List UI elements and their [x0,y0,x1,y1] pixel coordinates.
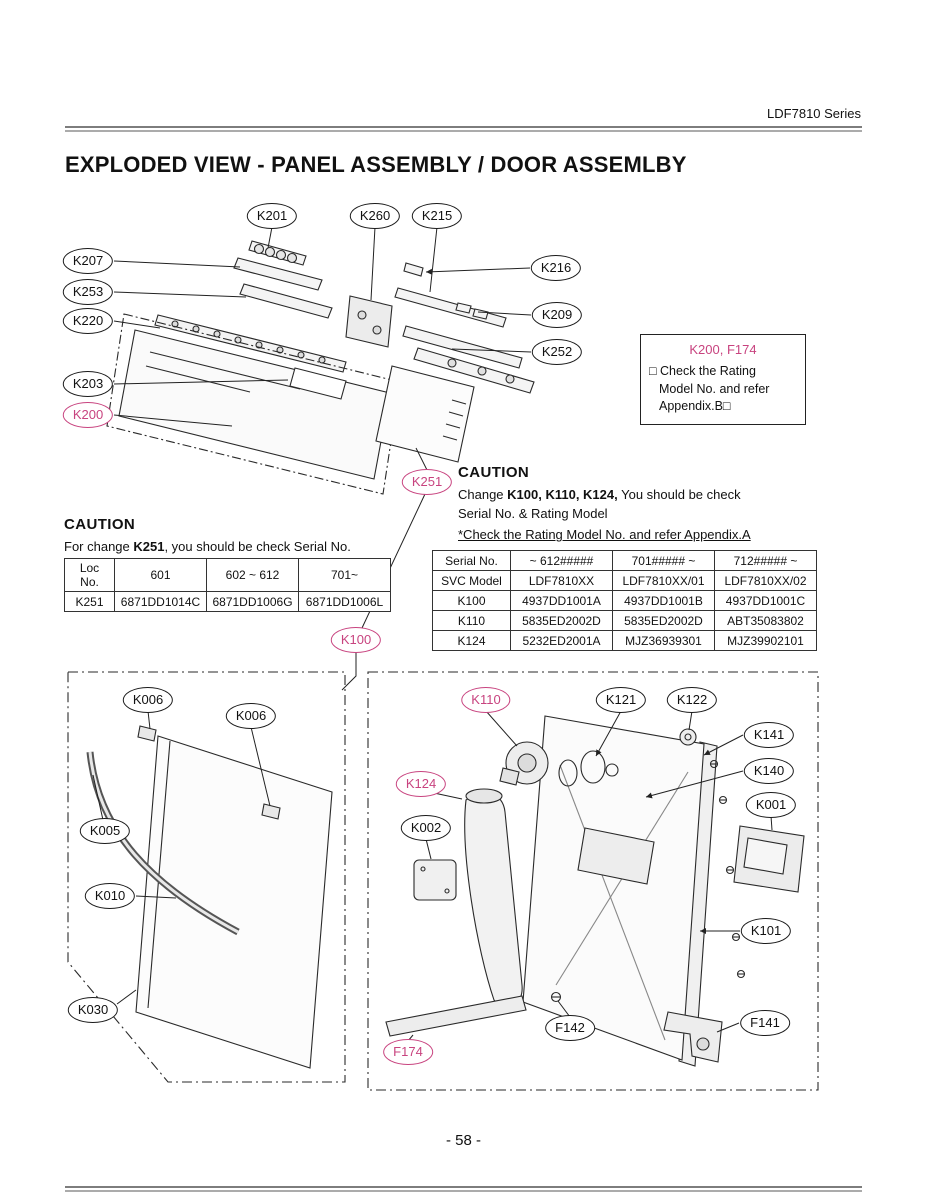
cell: Serial No. [433,551,511,571]
caution-left-title: CAUTION [64,516,136,533]
cell: 6871DD1006G [207,592,299,612]
plate-k002 [414,860,456,900]
bracket-k260 [346,296,392,347]
cell: 712##### ~ [715,551,817,571]
cell: 5835ED2002D [613,611,715,631]
callout-K200: K200 [63,402,113,428]
callout-K002: K002 [401,815,451,841]
rating-note-line: Appendix.B□ [659,399,731,414]
cell: 701##### ~ [613,551,715,571]
callout-K209: K209 [532,302,582,328]
rating-note-line: □ Check the Rating [649,364,756,379]
callout-K001: K001 [746,792,796,818]
caution-right-line2: Serial No. & Rating Model [458,505,608,521]
control-panel [119,330,390,479]
table-row [433,611,817,631]
door-outer-panel [136,736,332,1068]
cell: MJZ36939301 [613,631,715,651]
cell: K251 [65,592,115,612]
appendix-note: *Check the Rating Model No. and refer Appendix.A [458,527,751,543]
cell: LDF7810XX/02 [715,571,817,591]
table-row [433,571,817,591]
callout-K253: K253 [63,279,113,305]
table-row [65,559,391,592]
callout-K201: K201 [247,203,297,229]
cell: 4937DD1001A [511,591,613,611]
callout-K006-b: K006 [226,703,276,729]
rating-note-box [640,334,806,425]
callout-K215: K215 [412,203,462,229]
callout-K141: K141 [744,722,794,748]
cell: MJZ39902101 [715,631,817,651]
table-row [65,592,391,612]
cell: 5232ED2001A [511,631,613,651]
text: You should be check [617,486,741,502]
k251-serial-table [64,558,391,612]
serial-model-table [432,550,817,651]
callout-K140: K140 [744,758,794,784]
callout-K121: K121 [596,687,646,713]
cell: K124 [433,631,511,651]
door-liner [523,716,704,1060]
page-number: - 58 - [445,1132,481,1149]
clip-k006-a [138,726,156,741]
callout-K122: K122 [667,687,717,713]
cell: ABT35083802 [715,611,817,631]
panel-k251 [376,366,474,462]
callout-K124: K124 [396,771,446,797]
cell: 601 [115,559,207,592]
table-row [433,591,817,611]
cell: ~ 612##### [511,551,613,571]
vent-strip-f174 [386,996,526,1036]
rating-note-title: K200, F174 [689,342,757,357]
door-panel-drawing [68,672,345,1082]
text: Change [458,486,508,502]
cell: LDF7810XX/01 [613,571,715,591]
callout-K006-a: K006 [123,687,173,713]
caution-right [458,462,836,545]
callout-F142: F142 [545,1015,595,1041]
cell: 5835ED2002D [511,611,613,631]
callout-K220: K220 [63,308,113,334]
cell: LDF7810XX [511,571,613,591]
caution-left-sentence [64,538,414,557]
callout-K203: K203 [63,371,113,397]
text-bold: K100, K110, K124, [507,486,618,502]
callout-K030: K030 [68,997,118,1023]
text: For change [64,538,134,554]
cap-k122 [680,729,696,745]
footer-rule [65,1186,862,1192]
cell: 4937DD1001C [715,591,817,611]
text-bold: K251 [133,538,165,554]
callout-K251: K251 [402,469,452,495]
panel-assembly-drawing [107,241,534,494]
cell: SVC Model [433,571,511,591]
caution-left [64,514,414,557]
cell: 701~ [299,559,391,592]
duct-k124 [465,793,522,1007]
callout-K252: K252 [532,339,582,365]
callout-K110: K110 [461,687,510,713]
cell: K110 [433,611,511,631]
callout-F141: F141 [740,1010,790,1036]
caution-right-line1 [458,486,836,505]
series-label: LDF7810 Series [767,106,861,121]
table-row [433,631,817,651]
page-title: EXPLODED VIEW - PANEL ASSEMBLY / DOOR ASSEMLBY [65,152,687,177]
callout-K100: K100 [331,627,381,653]
text: , you should be check Serial No. [164,538,351,554]
callout-K207: K207 [63,248,113,274]
callout-K101: K101 [741,918,791,944]
cell: 6871DD1006L [299,592,391,612]
cell: Loc No. [65,559,115,592]
callout-F174: F174 [383,1039,433,1065]
cell: 4937DD1001B [613,591,715,611]
cell: K100 [433,591,511,611]
caution-right-title: CAUTION [458,464,530,481]
table-row [433,551,817,571]
cell: 602 ~ 612 [207,559,299,592]
cell: 6871DD1014C [115,592,207,612]
rating-note-line: Model No. and refer [659,381,770,396]
callout-K260: K260 [350,203,400,229]
callout-K010: K010 [85,883,135,909]
callout-K005: K005 [80,818,130,844]
callout-K216: K216 [531,255,581,281]
